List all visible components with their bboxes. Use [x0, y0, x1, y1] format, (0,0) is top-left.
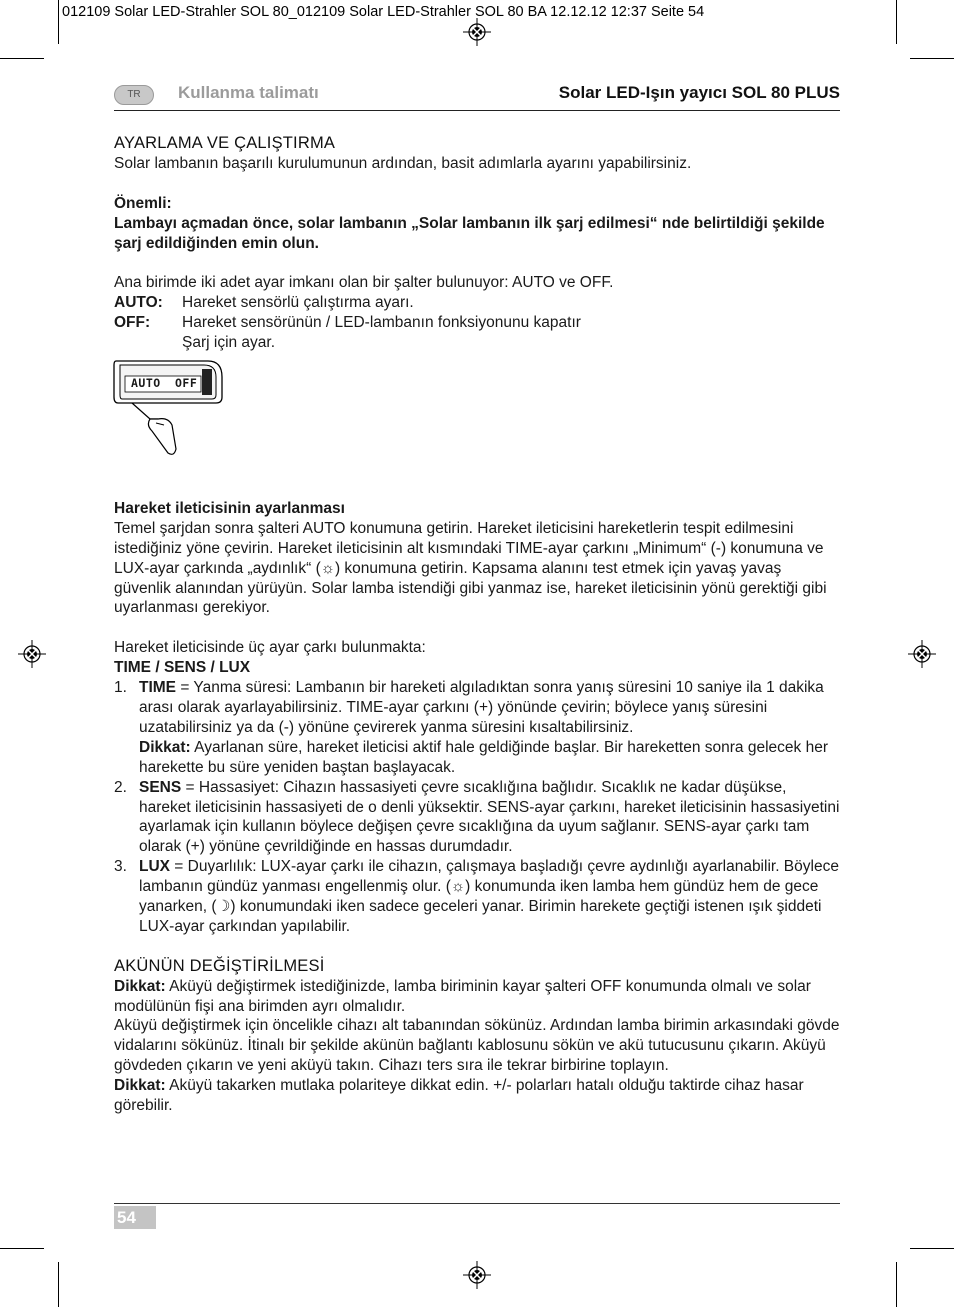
section-title-motion-sensor: Hareket ileticisinin ayarlanması	[114, 499, 345, 517]
off-definition	[114, 313, 842, 353]
registration-mark-icon	[908, 640, 936, 668]
off-text-2: Şarj için ayar.	[182, 334, 276, 352]
crop-mark	[0, 58, 44, 59]
switch-label-off: OFF	[175, 375, 198, 390]
crop-mark	[58, 1262, 59, 1307]
auto-definition	[114, 293, 842, 313]
crop-mark	[910, 58, 954, 59]
motion-sensor-paragraph: Temel şarjdan sonra şalteri AUTO konumuna getirin. Hareket ileticisini hareketlerin tespit edilmesini istediğiniz yöne çevirin. Hareket ileticisinin alt kısmındaki TIME-ayar çarkını „Minimum“ (-) konumuna ve LUX-ayar çarkında „aydınlık“ (☼) konumuna getirin. Kapsama alanını test etmek için yavaş yavaş güvenlik alanından yürüyün. Solar lamba istendiği gibi yanmaz ise, hareket ileticisinin yönü gerektiği gibi uyarlanması gerekiyor.	[114, 519, 827, 617]
language-badge: TR	[114, 85, 154, 105]
crop-mark	[58, 0, 59, 44]
registration-mark-icon	[18, 640, 46, 668]
header-section-title: Kullanma talimatı	[178, 83, 319, 102]
list-item: 1. TIME = Yanma süresi: Lambanın bir hareketi algıladıktan sonra yanış süresini 10 saniye ila 1 dakika arası olarak ayarlayabilirsiniz. TIME-ayar çarkını (+) yönünde çevirin; böylece yanış süresini uzatabilirsiniz ya da (-) yönüne çevirerek yanma süresini kısaltabilirsiniz. Dikkat: Ayarlanan süre, hareket ileticisi aktif hale geldiğinde başlar. Bir hareketten sonra gelecek her harekette bu süre yeniden baştan başlayacak.	[114, 679, 828, 776]
list-item: 2. SENS = Hassasiyet: Cihazın hassasiyeti çevre sıcaklığına bağlıdır. Sıcaklık ne kadar düşükse, hareket ileticisinin hassasiyeti de o denli yüksektir. SENS-ayar çarkını, hareket ileticisinin hassasiyetini ayarlamak için kullanın böylece değişen çevre sıcaklığına da uyum sağlanır. SENS-ayar çarkı tam olarak (+) yönüne çevrildiğinde en hassas durumdadır.	[114, 778, 840, 856]
crop-mark	[0, 1248, 44, 1249]
battery-paragraph: Aküyü değiştirmek için öncelikle cihazı alt tabanından sökünüz. Ardından lamba birimin arkasındaki gövde vidalarını sökünüz. İtinalı bir şekilde akünün bağlantı kablosunu sökün ve akü tutucusunu çıkarın. Aküyü gövdeden çıkarın ve yeni aküyü takın. Cihazı ters sıra ile tekrar birbirine toplayın.	[114, 1017, 840, 1075]
crop-mark	[896, 1262, 897, 1307]
crop-mark	[910, 1248, 954, 1249]
list-item: 3. LUX = Duyarlılık: LUX-ayar çarkı ile cihazın, çalışmaya başladığı çevre aydınlığı ayarlanabilir. Böylece lambanın gündüz yanması engellenmiş olur. (☼) konumunda iken lamba hem gündüz hem de gece yanarken, (☽) konumundaki iken sadece geceleri yanar. Birimin harekete geçtiği istenen ışık şiddeti LUX-ayar çarkından yapılabilir.	[114, 858, 839, 935]
registration-mark-icon	[463, 1261, 491, 1289]
dials-intro: Hareket ileticisinde üç ayar çarkı bulunmakta:	[114, 639, 426, 657]
header-product-title: Solar LED-Işın yayıcı SOL 80 PLUS	[558, 83, 840, 102]
dials-names: TIME / SENS / LUX	[114, 659, 251, 677]
section-title-battery: AKÜNÜN DEĞİŞTİRİLMESİ	[114, 956, 325, 975]
important-label: Önemli:	[114, 194, 172, 212]
switch-label-auto: AUTO	[131, 375, 161, 390]
important-text: Lambayı açmadan önce, solar lambanın „Solar lambanın ilk şarj edilmesi“ nde belirtildiği şekilde şarj edildiğinden emin olun.	[114, 214, 825, 252]
switch-intro: Ana birimde iki adet ayar imkanı olan bir şalter bulunuyor: AUTO ve OFF.	[114, 274, 614, 292]
switch-illustration	[114, 359, 842, 485]
page-content	[114, 134, 842, 1116]
off-label: OFF:	[114, 314, 151, 332]
crop-mark	[896, 0, 897, 44]
off-text: Hareket sensörünün / LED-lambanın fonksiyonunu kapatır	[182, 314, 581, 332]
running-header	[114, 84, 840, 111]
section-title-setup: AYARLAMA VE ÇALIŞTIRMA	[114, 134, 336, 152]
setup-intro: Solar lambanın başarılı kurulumunun ardından, basit adımlarla ayarını yapabilirsiniz.	[114, 154, 692, 172]
battery-note-2: Dikkat: Aküyü takarken mutlaka polariteye dikkat edin. +/- polarları hatalı olduğu taktirde cihaz hasar görebilir.	[114, 1077, 804, 1115]
auto-label: AUTO:	[114, 294, 163, 312]
page-number: 54	[114, 1206, 156, 1229]
switch-drawing	[112, 359, 224, 455]
print-slug: 012109 Solar LED-Strahler SOL 80_012109 Solar LED-Strahler SOL 80 BA 12.12.12 12:37 Seite 54	[62, 4, 705, 20]
registration-mark-icon	[463, 18, 491, 46]
battery-note-1: Dikkat: Aküyü değiştirmek istediğinizde, lamba biriminin kayar şalteri OFF konumunda olmalı ve solar modülünün fişi ana birimden ayrı olmalıdır.	[114, 977, 811, 1015]
footer-rule	[114, 1203, 840, 1204]
auto-text: Hareket sensörlü çalıştırma ayarı.	[182, 294, 414, 312]
